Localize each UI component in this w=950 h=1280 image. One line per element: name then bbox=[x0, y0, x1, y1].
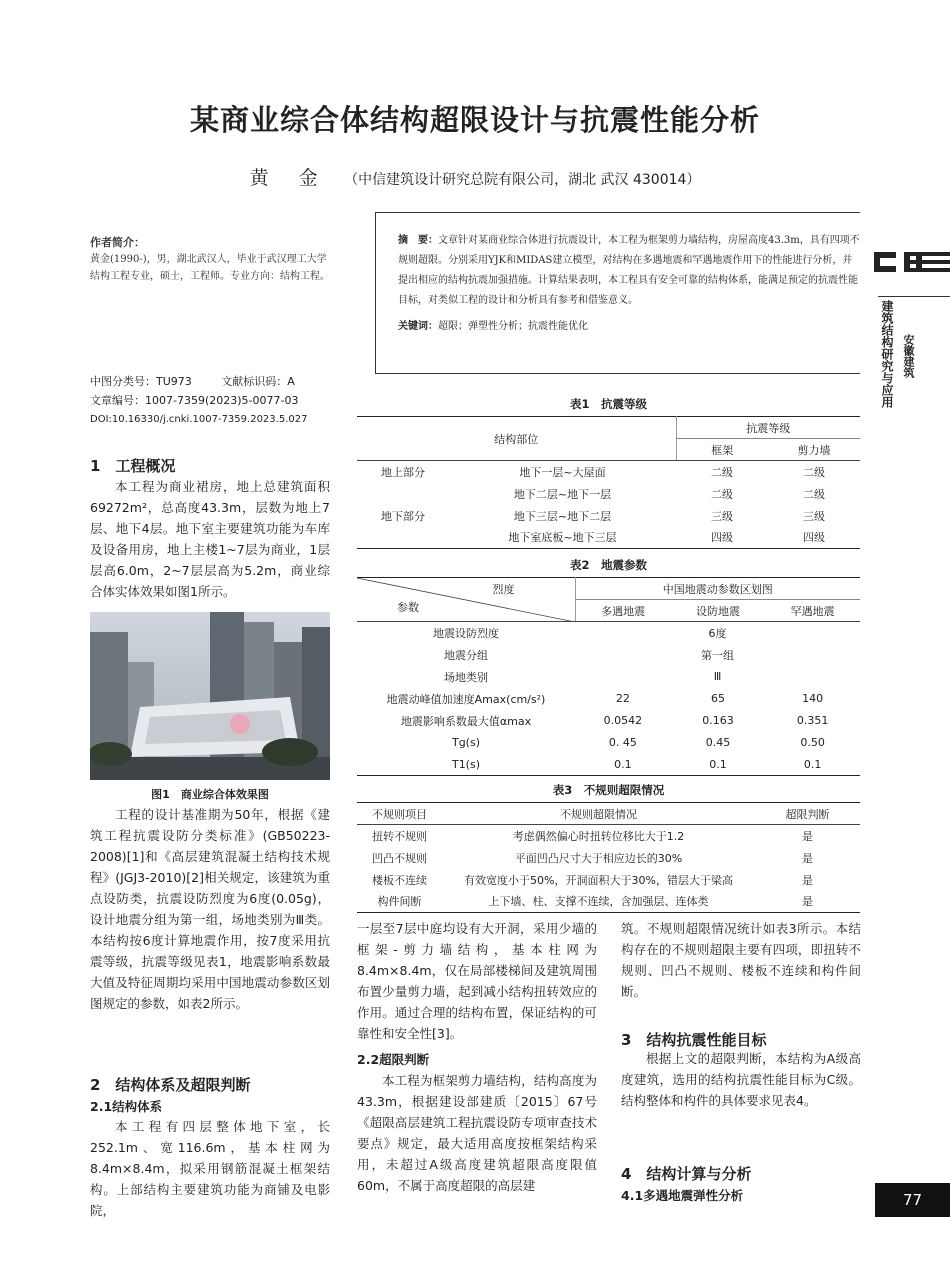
abstract-text: 摘 要：文章针对某商业综合体进行抗震设计，本工程为框架剪力墙结构，房屋高度43.3m，具有四项不规则超限。分别采用YJK和MIDAS建立模型，对结构在多遇地震和罕遇地震作用下的性能进行分析，并提出相应的结构抗震加强措施。计算结果表明，本工程具有安全可靠的结构体系，能满足预定的抗震性能目标，对类似工程的设计和分析具有参考和借鉴意义。 bbox=[398, 235, 860, 306]
author-affiliation: （中信建筑设计研究总院有限公司，湖北 武汉 430014） bbox=[344, 172, 701, 188]
section-2-2-continued: 筑。不规则超限情况统计如表3所示。本结构存在的不规则超限主要有四项，即扭转不规则、凹凸不规则、楼板不连续和构件间断。 bbox=[621, 921, 861, 999]
author-bio bbox=[90, 234, 330, 285]
section-2-1-para: 本工程有四层整体地下室，长252.1m、宽116.6m，基本柱网为8.4m×8.4m，拟采用钢筋混凝土框架结构。上部结构主要建筑功能为商铺及电影院， bbox=[90, 1119, 330, 1218]
t3-header-item: 不规则项目 bbox=[357, 803, 442, 825]
figure-1 bbox=[90, 612, 330, 780]
table-row: 构件间断 上下墙、柱、支撑不连续，含加强层、连体类 是 bbox=[377, 895, 813, 909]
table-3-caption: 表3 不规则超限情况 bbox=[552, 783, 665, 797]
clc-number: 中图分类号：TU973 bbox=[90, 375, 192, 388]
abstract-box bbox=[375, 212, 860, 374]
journal-brand: 安徽建筑 bbox=[902, 334, 915, 378]
article-number: 文章编号：1007-7359(2023)5-0077-03 bbox=[90, 394, 299, 407]
section-1-heading: 1 工程概况 bbox=[90, 457, 176, 475]
table-row: 场地类别 Ⅲ bbox=[444, 670, 722, 684]
table-row: 楼板不连续 有效宽度小于50%，开洞面积大于30%，错层大于梁高 是 bbox=[372, 873, 813, 887]
table-row: 地下室底板~地下三层 四级 四级 bbox=[508, 531, 825, 545]
section-2-2-para: 本工程为框架剪力墙结构，结构高度为43.3m，根据建设部建质〔2015〕67号《超限高层建筑工程抗震设防专项审查技术要点》规定，最大适用高度按框架结构采用，未超过A级高度建筑超限高度限值60m，不属于高度超限的高层建 bbox=[357, 1073, 597, 1193]
figure-1-caption: 图1 商业综合体效果图 bbox=[151, 788, 269, 801]
section-2-heading: 2 结构体系及超限判断 bbox=[90, 1076, 251, 1094]
table-row: 凹凸不规则 平面凹凸尺寸大于相应边长的30% 是 bbox=[372, 851, 813, 865]
section-2-1-heading: 2.1结构体系 bbox=[90, 1099, 163, 1114]
t1-header-grade: 抗震等级 bbox=[676, 417, 860, 439]
table-3 bbox=[357, 802, 860, 913]
table-row: 地下部分 地下三层~地下二层 三级 三级 bbox=[381, 509, 825, 523]
author-name: 黄 金 bbox=[249, 167, 330, 189]
page-number: 77 bbox=[875, 1183, 950, 1217]
t2-header-zone: 中国地震动参数区划图 bbox=[575, 578, 860, 600]
t1-header-wall: 剪力墙 bbox=[768, 439, 860, 461]
section-3-para: 根据上文的超限判断，本结构为A级高度建筑，选用的结构抗震性能目标为C级。结构整体和构件的具体要求见表4。 bbox=[621, 1051, 861, 1108]
section-4-heading: 4 结构计算与分析 bbox=[621, 1165, 752, 1183]
table-row: 地震分组 第一组 bbox=[444, 648, 734, 662]
diagonal-line-icon bbox=[357, 578, 575, 622]
document-code: 文献标识码：A bbox=[221, 375, 295, 388]
section-2-2-heading: 2.2超限判断 bbox=[357, 1052, 430, 1067]
t2-diagonal-header bbox=[357, 578, 575, 622]
t2-header-param: 参数 bbox=[397, 601, 419, 614]
section-3-heading: 3 结构抗震性能目标 bbox=[621, 1031, 767, 1049]
t3-header-situation: 不规则超限情况 bbox=[442, 803, 755, 825]
journal-name: 建筑结构研究与应用 bbox=[880, 300, 894, 408]
doi: DOI:10.16330/j.cnki.1007-7359.2023.5.027 bbox=[90, 414, 308, 425]
t2-header-intensity: 烈度 bbox=[492, 583, 515, 596]
keywords-label: 关键词： bbox=[398, 321, 438, 332]
section-2-1-continued: 一层至7层中庭均设有大开洞，采用少墙的框架-剪力墙结构，基本柱网为8.4m×8.4m，仅在局部楼梯间及建筑周围布置少量剪力墙，起到减小结构扭转效应的作用。通过合理的结构布置，保证结构的可靠性和安全性[3]。 bbox=[357, 921, 597, 1041]
table-row: T1(s) 0.1 0.1 0.1 bbox=[451, 757, 822, 771]
table-2 bbox=[357, 577, 860, 776]
t1-header-part: 结构部位 bbox=[357, 417, 676, 461]
table-1-caption: 表1 抗震等级 bbox=[569, 397, 647, 411]
bio-text: 黄金(1990-)，男，湖北武汉人，毕业于武汉理工大学结构工程专业，硕士，工程师。专业方向：结构工程。 bbox=[90, 254, 330, 282]
table-row: 地下二层~地下一层 二级 二级 bbox=[513, 487, 825, 501]
table-1 bbox=[357, 416, 860, 549]
sidebar-rule bbox=[878, 296, 950, 297]
t2-header-rare: 罕遇地震 bbox=[765, 600, 860, 622]
table-row: 地震影响系数最大值αmax 0.0542 0.163 0.351 bbox=[400, 714, 829, 728]
author-line bbox=[0, 163, 950, 190]
table-row: 地震设防烈度 6度 bbox=[433, 626, 727, 640]
table-2-caption: 表2 地震参数 bbox=[569, 558, 647, 572]
abstract-label: 摘 要： bbox=[398, 235, 438, 246]
journal-sidebar bbox=[860, 212, 950, 296]
bio-heading: 作者简介： bbox=[90, 236, 145, 249]
building-render-image bbox=[90, 612, 330, 780]
journal-logo-icon bbox=[860, 212, 950, 292]
t1-header-frame: 框架 bbox=[676, 439, 768, 461]
section-1-para-1: 本工程为商业裙房，地上总建筑面积69272m²，总高度43.3m，层数为地上7层、地下4层。地下室主要建筑功能为车库及设备用房，地上主楼1~7层为商业，1层层高6.0m，2~7层层高为5.2m，商业综合体实体效果如图1所示。 bbox=[90, 479, 330, 599]
t2-header-design: 设防地震 bbox=[671, 600, 766, 622]
table-row: 地上部分 地下一层~大屋面 二级 二级 bbox=[381, 465, 825, 479]
keywords: 关键词：超限；弹塑性分析；抗震性能优化 bbox=[398, 321, 588, 332]
table-row: 地震动峰值加速度Amax(cm/s²) 22 65 140 bbox=[386, 692, 824, 706]
article-meta bbox=[90, 372, 330, 429]
article-title: 某商业综合体结构超限设计与抗震性能分析 bbox=[189, 103, 760, 137]
table-row: 扭转不规则 考虑偶然偏心时扭转位移比大于1.2 是 bbox=[372, 829, 813, 843]
section-1-para-2: 工程的设计基准期为50年，根据《建筑工程抗震设防分类标准》(GB50223-2008)[1]和《高层建筑混凝土结构技术规程》(JGJ3-2010)[2]相关规定，该建筑为重点设防类，抗震设防烈度为6度(0.05g)，设计地震分组为第一组，场地类别为Ⅲ类。本结构按6度计算地震作用，按7度采用抗震等级，抗震等级见表1，地震影响系数最大值及特征周期均采用中国地震动参数区划图规定的参数，如表2所示。 bbox=[90, 807, 330, 1011]
t3-header-judgement: 超限判断 bbox=[755, 803, 860, 825]
t2-header-frequent: 多遇地震 bbox=[575, 600, 671, 622]
section-4-1-heading: 4.1多遇地震弹性分析 bbox=[621, 1188, 744, 1203]
table-row: Tg(s) 0. 45 0.45 0.50 bbox=[451, 736, 825, 749]
